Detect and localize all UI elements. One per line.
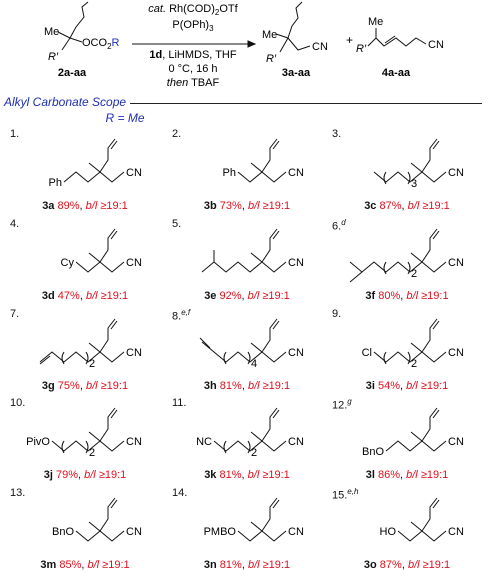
yield-value: 75%	[57, 380, 80, 392]
product1-methyl-bond	[276, 34, 288, 38]
nitrile-label: CN	[448, 347, 464, 359]
methyl-bond	[89, 522, 100, 531]
selectivity-label: b/l	[406, 380, 418, 392]
entry-footnote: d	[341, 218, 346, 227]
selectivity-ratio: ≥19:1	[98, 469, 127, 481]
scope-entry	[326, 487, 488, 575]
compound-id: 3e	[204, 290, 217, 302]
nitrile-label: CN	[126, 167, 142, 179]
substituent-label: PivO	[26, 436, 50, 448]
entry-number-text: 10.	[10, 397, 26, 409]
entry-caption: 3e 92%, b/l ≥19:1	[204, 290, 290, 302]
methyl-bond	[251, 432, 262, 441]
reaction-scheme	[0, 0, 488, 110]
substituent-chain	[76, 262, 100, 272]
compound-id: 3d	[41, 290, 55, 302]
nitrile-label: CN	[126, 347, 142, 359]
methyl-bond	[251, 343, 262, 352]
r-group-label: R = Me	[105, 111, 145, 125]
product1-vinyl-bond	[288, 2, 302, 38]
reactant-rprime-bond	[62, 38, 70, 50]
methyl-bond	[411, 522, 422, 531]
entry-caption: 3n 81%, b/l ≥19:1	[203, 559, 291, 571]
methyl-bond	[251, 253, 262, 262]
nitrile-label: CN	[448, 526, 464, 538]
yield-value: 54%	[377, 380, 400, 392]
product1-me-label: Me	[262, 29, 278, 41]
selectivity-label: b/l	[406, 290, 419, 302]
selectivity-ratio: ≥19:1	[420, 469, 449, 481]
product2-rprime-label: R′	[356, 43, 367, 55]
cyanomethyl-bond	[262, 172, 286, 182]
repeat-multiplier: 2	[251, 447, 258, 459]
core-skeleton	[89, 498, 124, 541]
entry-caption: 3g 75%, b/l ≥19:1	[41, 380, 129, 392]
reactant-o-bond	[70, 38, 82, 42]
core-skeleton	[251, 139, 286, 182]
vinyl-bond	[262, 498, 277, 531]
selectivity-label: b/l	[247, 469, 260, 481]
substituent-label: Cy	[60, 257, 74, 269]
entry-number-text: 7.	[10, 308, 20, 320]
selectivity-label: b/l	[85, 200, 98, 212]
yield-value: 81%	[219, 380, 242, 392]
compound-id: 3k	[204, 469, 217, 481]
entry-number-text: 4.	[10, 218, 20, 230]
substituent-label: Ph	[222, 167, 236, 179]
core-skeleton	[251, 498, 286, 541]
selectivity-label: b/l	[407, 559, 420, 571]
condition-ligand: $P(OPh)_3$	[172, 19, 214, 33]
entry-number-text: 13.	[10, 487, 26, 499]
substituent-label: NC	[196, 436, 212, 448]
product1-cn-label: CN	[312, 41, 328, 53]
reactant-label: 2a-aa	[57, 67, 87, 79]
entry-number-text: 11.	[172, 397, 187, 409]
selectivity-ratio: ≥19:1	[100, 200, 128, 212]
alkyne-bond	[200, 338, 210, 348]
yield-value: 47%	[57, 290, 80, 302]
selectivity-label: b/l	[407, 200, 420, 212]
condition-reagents: 1d, LiHMDS, THF	[149, 49, 237, 61]
compound-id: 3a	[42, 200, 55, 212]
substituent-chain	[398, 531, 422, 541]
nitrile-label: CN	[448, 257, 464, 269]
cyanomethyl-bond	[422, 352, 446, 362]
vinyl-bond	[422, 498, 437, 531]
entry-caption: 3c 87%, b/l ≥19:1	[364, 200, 450, 212]
substituent-chain	[76, 531, 100, 541]
methyl-bond	[411, 253, 422, 262]
repeat-multiplier: 2	[411, 358, 418, 370]
selectivity-ratio: ≥19:1	[262, 200, 291, 212]
entry-caption: 3k 81%, b/l ≥19:1	[204, 469, 290, 481]
yield-value: 87%	[379, 200, 402, 212]
vinyl-bond	[422, 319, 437, 352]
entry-caption: 3i 54%, b/l ≥19:1	[365, 380, 449, 392]
nitrile-label: CN	[288, 167, 304, 179]
entry-number-text: 5.	[172, 218, 182, 230]
core-skeleton	[251, 229, 286, 272]
core-skeleton	[411, 498, 446, 541]
selectivity-label: b/l	[84, 469, 96, 481]
cyanomethyl-bond	[422, 262, 446, 272]
scope-entry	[166, 397, 328, 485]
reactant-me-label: Me	[44, 26, 60, 38]
core-skeleton	[411, 139, 446, 182]
selectivity-ratio: ≥19:1	[100, 380, 129, 392]
cyanomethyl-bond	[422, 531, 446, 541]
core-skeleton	[89, 229, 124, 272]
vinyl-bond	[262, 319, 277, 352]
entry-number-text: 3.	[332, 128, 342, 140]
product2-label: 4a-aa	[381, 67, 411, 79]
substituent-chain	[64, 172, 100, 182]
vinyl-bond	[100, 139, 115, 172]
reactant-rprime-label: R′	[48, 51, 59, 63]
cyanomethyl-bond	[262, 352, 286, 362]
substituent-label: HO	[379, 526, 396, 538]
selectivity-label: b/l	[406, 469, 418, 481]
core-skeleton	[89, 139, 124, 182]
scope-entry	[166, 487, 328, 575]
selectivity-ratio: ≥19:1	[422, 559, 451, 571]
nitrile-label: CN	[288, 436, 304, 448]
product2-cn-label: CN	[428, 39, 444, 51]
entry-number-text: 2.	[172, 128, 182, 140]
product1-chain	[288, 38, 310, 50]
scope-entry	[326, 218, 488, 306]
cyanomethyl-bond	[422, 172, 446, 182]
substituent-chain	[386, 441, 422, 451]
repeat-multiplier: 4	[251, 358, 258, 370]
selectivity-label: b/l	[85, 380, 98, 392]
substituent-label: BnO	[51, 526, 74, 538]
cyanomethyl-bond	[262, 531, 286, 541]
yield-value: 89%	[57, 200, 80, 212]
yield-value: 79%	[55, 469, 78, 481]
entry-caption: 3a 89%, b/l ≥19:1	[42, 200, 128, 212]
product1-label: 3a-aa	[281, 67, 311, 79]
compound-id: 3m	[40, 559, 57, 571]
nitrile-label: CN	[288, 526, 304, 538]
selectivity-ratio: ≥19:1	[421, 290, 449, 302]
selectivity-ratio: ≥19:1	[262, 559, 291, 571]
entry-footnote: g	[347, 397, 352, 406]
substituent-chain	[238, 172, 262, 182]
compound-id: 3l	[365, 469, 375, 481]
scope-entry	[4, 397, 166, 485]
nitrile-label: CN	[448, 436, 464, 448]
entry-number-text: 15.	[332, 489, 348, 502]
yield-value: 73%	[219, 200, 242, 212]
selectivity-ratio: ≥19:1	[262, 380, 291, 392]
condition-workup: then TBAF	[166, 77, 220, 89]
yield-value: 81%	[219, 469, 242, 481]
cyanomethyl-bond	[100, 441, 124, 451]
selectivity-ratio: ≥19:1	[262, 469, 290, 481]
cyanomethyl-bond	[100, 172, 124, 182]
scope-entry	[4, 128, 166, 216]
methyl-bond	[251, 163, 262, 172]
yield-value: 80%	[378, 290, 401, 302]
compound-id: 3o	[363, 559, 377, 571]
core-skeleton	[411, 408, 446, 451]
entry-number-text: 8.	[172, 310, 182, 323]
reactant-vinyl-bond	[70, 2, 88, 38]
substituent-chain	[202, 262, 262, 272]
core-skeleton	[411, 319, 446, 362]
selectivity-label: b/l	[247, 380, 260, 392]
product2-chain	[368, 38, 426, 46]
compound-id: 3j	[43, 469, 53, 481]
yield-value: 92%	[219, 290, 242, 302]
entry-number-text: 1.	[10, 128, 20, 140]
methyl-bond	[89, 163, 100, 172]
cyanomethyl-bond	[422, 441, 446, 451]
compound-id: 3b	[203, 200, 217, 212]
entry-caption: 3m 85%, b/l ≥19:1	[40, 559, 130, 571]
repeat-multiplier: 2	[89, 358, 96, 370]
scope-entry	[326, 128, 488, 216]
entry-footnote: e,f	[181, 308, 191, 317]
entry-number-text: 14.	[172, 487, 188, 499]
selectivity-ratio: ≥19:1	[262, 290, 290, 302]
selectivity-label: b/l	[85, 290, 98, 302]
entry-number-text: 6.	[332, 220, 342, 233]
repeat-multiplier: 3	[411, 178, 418, 190]
condition-catalyst: cat. $Rh(COD)_2OTf$	[148, 3, 238, 17]
compound-id: 3h	[203, 380, 217, 392]
selectivity-label: b/l	[87, 559, 100, 571]
scope-entry	[166, 128, 328, 216]
entry-caption: 3h 81%, b/l ≥19:1	[203, 380, 291, 392]
substituent-label: BnO	[361, 446, 384, 458]
selectivity-ratio: ≥19:1	[422, 200, 450, 212]
entry-footnote: e,h	[347, 487, 359, 496]
compound-id: 3c	[364, 200, 377, 212]
substituent-label: Ph	[48, 177, 62, 189]
vinyl-bond	[100, 498, 115, 531]
cyanomethyl-bond	[100, 352, 124, 362]
selectivity-ratio: ≥19:1	[102, 559, 130, 571]
vinyl-bond	[100, 319, 115, 352]
reactant-carbonate: $OCO_2R$	[82, 37, 120, 51]
nitrile-label: CN	[288, 347, 304, 359]
vinyl-bond	[100, 229, 115, 262]
methyl-bond	[411, 432, 422, 441]
methyl-bond	[411, 163, 422, 172]
selectivity-ratio: ≥19:1	[100, 290, 129, 302]
core-skeleton	[411, 229, 446, 272]
yield-value: 85%	[59, 559, 82, 571]
vinyl-bond	[422, 139, 437, 172]
vinyl-bond	[100, 408, 115, 441]
compound-id: 3i	[365, 380, 375, 392]
product1-rprime-label: R′	[266, 53, 277, 65]
scope-entry	[326, 308, 488, 396]
product1-rprime-bond	[280, 38, 288, 52]
nitrile-label: CN	[126, 257, 142, 269]
selectivity-ratio: ≥19:1	[420, 380, 449, 392]
yield-value: 81%	[219, 559, 242, 571]
gem-methyl	[350, 272, 362, 282]
methyl-bond	[411, 343, 422, 352]
core-skeleton	[251, 408, 286, 451]
cyanomethyl-bond	[100, 262, 124, 272]
cyanomethyl-bond	[262, 441, 286, 451]
substituent-label: PMBO	[203, 526, 236, 538]
methyl-bond	[89, 253, 100, 262]
substituent-chain	[238, 531, 262, 541]
entry-caption: 3o 87%, b/l ≥19:1	[363, 559, 451, 571]
methyl-bond	[251, 522, 262, 531]
nitrile-label: CN	[126, 526, 142, 538]
compound-id: 3n	[203, 559, 217, 571]
scope-entry	[4, 308, 166, 396]
repeat-multiplier: 2	[411, 268, 418, 280]
condition-temperature: 0 °C, 16 h	[168, 63, 218, 75]
selectivity-label: b/l	[247, 200, 260, 212]
vinyl-bond	[422, 408, 437, 441]
selectivity-label: b/l	[247, 290, 260, 302]
repeat-multiplier: 2	[89, 447, 96, 459]
compound-id: 3f	[365, 290, 376, 302]
product2-me-label: Me	[368, 16, 384, 28]
entry-number-text: 12.	[332, 399, 348, 412]
methyl-bond	[89, 432, 100, 441]
nitrile-label: CN	[448, 167, 464, 179]
entry-caption: 3d 47%, b/l ≥19:1	[41, 290, 129, 302]
scope-entry	[166, 218, 328, 306]
scope-entry	[326, 397, 488, 485]
cyanomethyl-bond	[262, 262, 286, 272]
compound-id: 3g	[41, 380, 55, 392]
vinyl-bond	[262, 408, 277, 441]
arrow-head	[248, 41, 255, 47]
yield-value: 87%	[379, 559, 402, 571]
entry-number-text: 9.	[332, 308, 342, 320]
reactant-methyl-bond	[58, 32, 70, 38]
vinyl-bond	[262, 229, 277, 262]
scope-entry	[4, 218, 166, 306]
core-skeleton	[89, 408, 124, 451]
methyl-bond	[89, 343, 100, 352]
cyanomethyl-bond	[100, 531, 124, 541]
plus-sign: +	[346, 33, 354, 47]
entry-caption: 3b 73%, b/l ≥19:1	[203, 200, 291, 212]
nitrile-label: CN	[126, 436, 142, 448]
vinyl-bond	[262, 139, 277, 172]
nitrile-label: CN	[288, 257, 304, 269]
core-skeleton	[89, 319, 124, 362]
entry-caption: 3l 86%, b/l ≥19:1	[365, 469, 449, 481]
entry-caption: 3f 80%, b/l ≥19:1	[365, 290, 449, 302]
scope-entry	[166, 308, 328, 396]
section-title: Alkyl Carbonate Scope	[4, 95, 130, 109]
vinyl-bond	[422, 229, 437, 262]
scope-entry	[4, 487, 166, 575]
substituent-label: Cl	[361, 347, 372, 359]
selectivity-label: b/l	[247, 559, 260, 571]
yield-value: 86%	[377, 469, 400, 481]
core-skeleton	[251, 319, 286, 362]
entry-caption: 3j 79%, b/l ≥19:1	[43, 469, 127, 481]
